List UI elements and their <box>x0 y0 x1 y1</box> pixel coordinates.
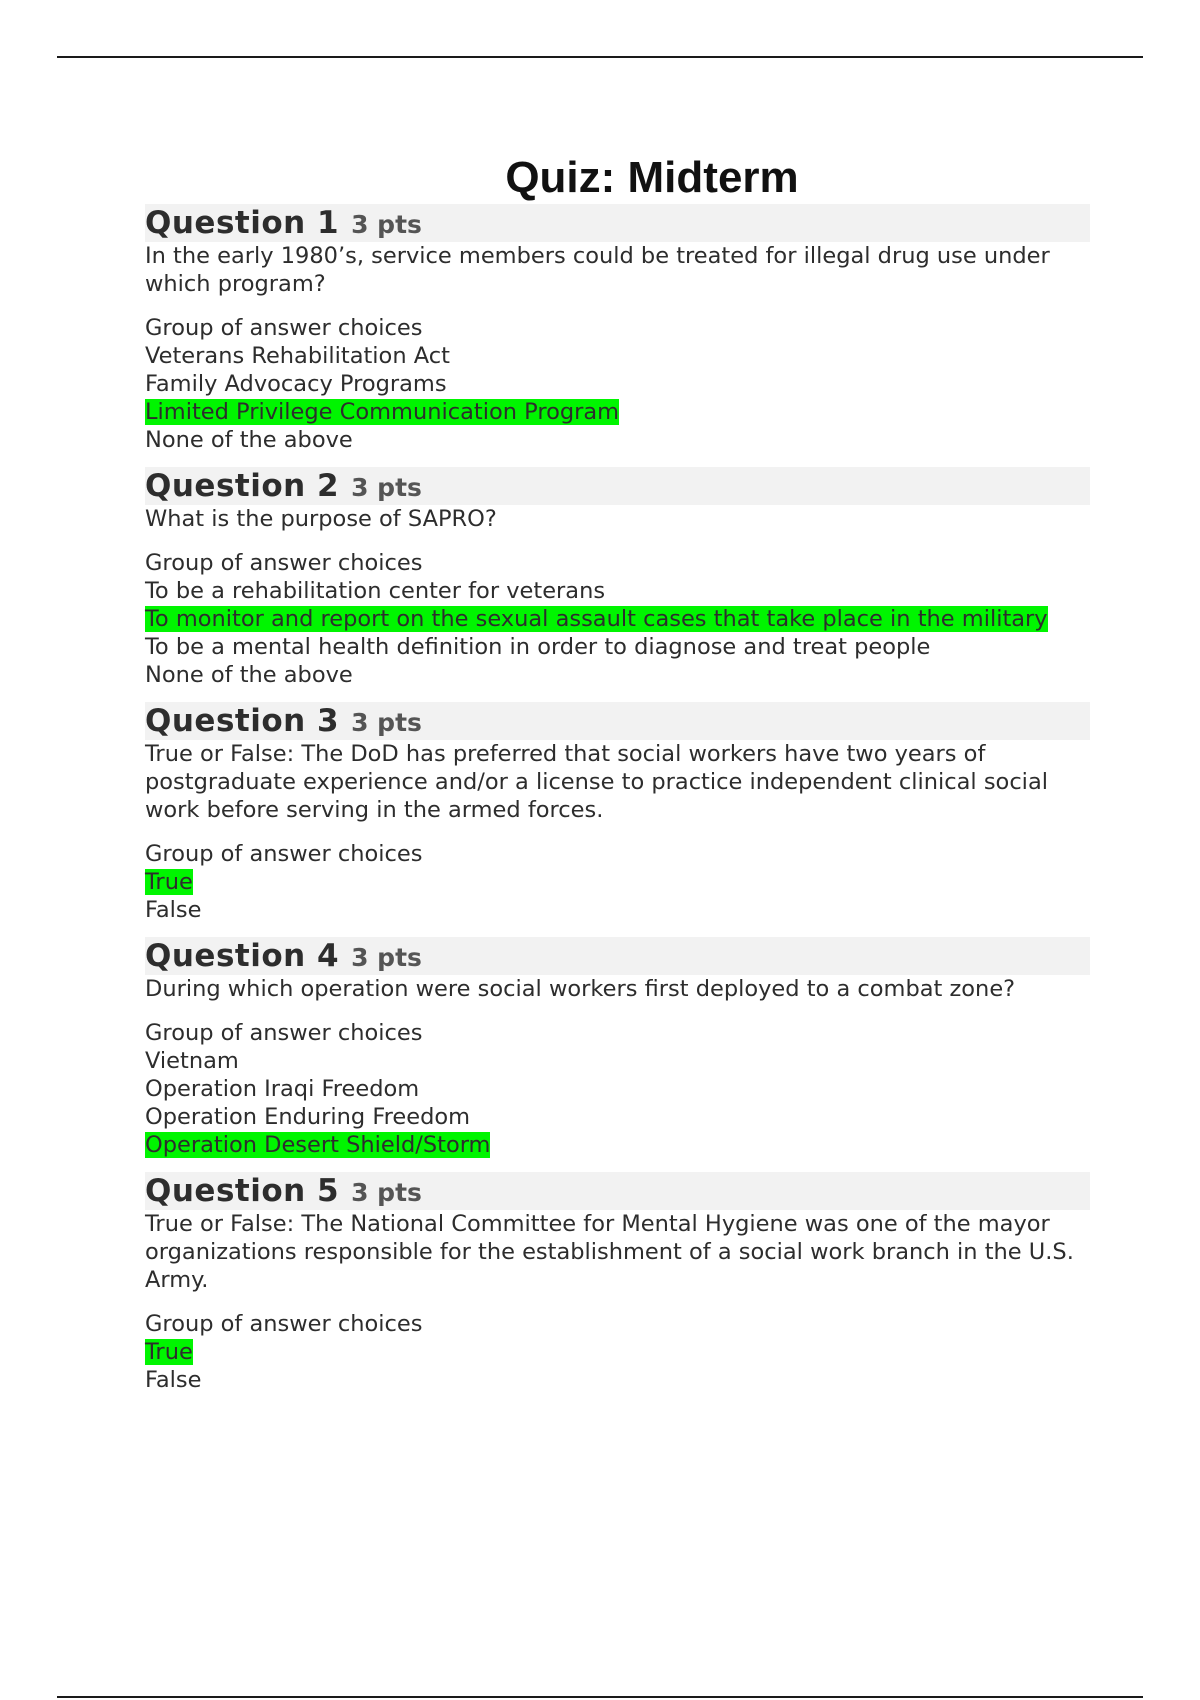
question-label: Question 1 <box>145 205 340 241</box>
answer-choice-text: None of the above <box>145 662 353 688</box>
answer-choice[interactable] <box>145 426 1090 454</box>
answer-choice-correct[interactable] <box>145 1131 1090 1159</box>
answer-choice[interactable] <box>145 896 1090 924</box>
answer-choice-text: True <box>145 1339 193 1365</box>
answer-choice-text: True <box>145 869 193 895</box>
question-5 <box>145 1172 1090 1394</box>
answer-choice[interactable] <box>145 633 1090 661</box>
answer-choice[interactable] <box>145 661 1090 689</box>
question-header <box>145 204 1090 242</box>
choices-label: Group of answer choices <box>145 550 423 576</box>
bottom-rule <box>57 1696 1143 1698</box>
question-points: 3 pts <box>351 1178 422 1207</box>
answer-choice[interactable] <box>145 577 1090 605</box>
answer-choice-text: To be a rehabilitation center for veterans <box>145 578 606 604</box>
question-4 <box>145 937 1090 1159</box>
answer-choice-correct[interactable] <box>145 605 1090 633</box>
question-header <box>145 702 1090 740</box>
answer-choice[interactable] <box>145 1075 1090 1103</box>
answer-choice[interactable] <box>145 342 1090 370</box>
question-label: Question 3 <box>145 703 340 739</box>
choices-label: Group of answer choices <box>145 315 423 341</box>
answer-choice-text: Family Advocacy Programs <box>145 371 447 397</box>
top-rule <box>57 56 1143 58</box>
question-text: During which operation were social workers first deployed to a combat zone? <box>145 976 1016 1002</box>
answer-choice-correct[interactable] <box>145 1338 1090 1366</box>
question-points: 3 pts <box>351 943 422 972</box>
answer-choice-text: Operation Desert Shield/Storm <box>145 1132 491 1158</box>
question-label: Question 2 <box>145 468 340 504</box>
choices-label: Group of answer choices <box>145 841 423 867</box>
question-label: Question 4 <box>145 938 340 974</box>
question-header <box>145 937 1090 975</box>
answer-choice-text: To be a mental health definition in order to diagnose and treat people <box>145 634 931 660</box>
answer-choice-text: Operation Enduring Freedom <box>145 1104 471 1130</box>
answer-choice-text: Operation Iraqi Freedom <box>145 1076 420 1102</box>
question-3 <box>145 702 1090 924</box>
question-label: Question 5 <box>145 1173 340 1209</box>
answer-choice-text: False <box>145 897 202 923</box>
question-text: True or False: The National Committee for Mental Hygiene was one of the mayor organizations responsible for the establishment of a social work branch in the U.S. Army. <box>145 1211 1074 1293</box>
question-text: True or False: The DoD has preferred that social workers have two years of postgraduate experience and/or a license to practice independent clinical social work before serving in the armed forces. <box>145 741 1048 823</box>
page-title: Quiz: Midterm <box>505 153 799 202</box>
answer-choice[interactable] <box>145 1366 1090 1394</box>
answer-choice[interactable] <box>145 1103 1090 1131</box>
question-2 <box>145 467 1090 689</box>
answer-choice[interactable] <box>145 370 1090 398</box>
answer-choice-text: To monitor and report on the sexual assault cases that take place in the military <box>145 606 1048 632</box>
answer-choice[interactable] <box>145 1047 1090 1075</box>
question-text: What is the purpose of SAPRO? <box>145 506 497 532</box>
answer-choice-correct[interactable] <box>145 868 1090 896</box>
question-points: 3 pts <box>351 708 422 737</box>
answer-choice-text: Veterans Rehabilitation Act <box>145 343 450 369</box>
choices-label: Group of answer choices <box>145 1311 423 1337</box>
question-points: 3 pts <box>351 473 422 502</box>
quiz-content <box>145 204 1090 1407</box>
question-header <box>145 467 1090 505</box>
answer-choice-text: Limited Privilege Communication Program <box>145 399 620 425</box>
question-points: 3 pts <box>351 210 422 239</box>
answer-choice-text: False <box>145 1367 202 1393</box>
question-1 <box>145 204 1090 454</box>
answer-choice-text: None of the above <box>145 427 353 453</box>
question-text: In the early 1980’s, service members could be treated for illegal drug use under which program? <box>145 243 1050 297</box>
answer-choice-correct[interactable] <box>145 398 1090 426</box>
answer-choice-text: Vietnam <box>145 1048 239 1074</box>
choices-label: Group of answer choices <box>145 1020 423 1046</box>
question-header <box>145 1172 1090 1210</box>
